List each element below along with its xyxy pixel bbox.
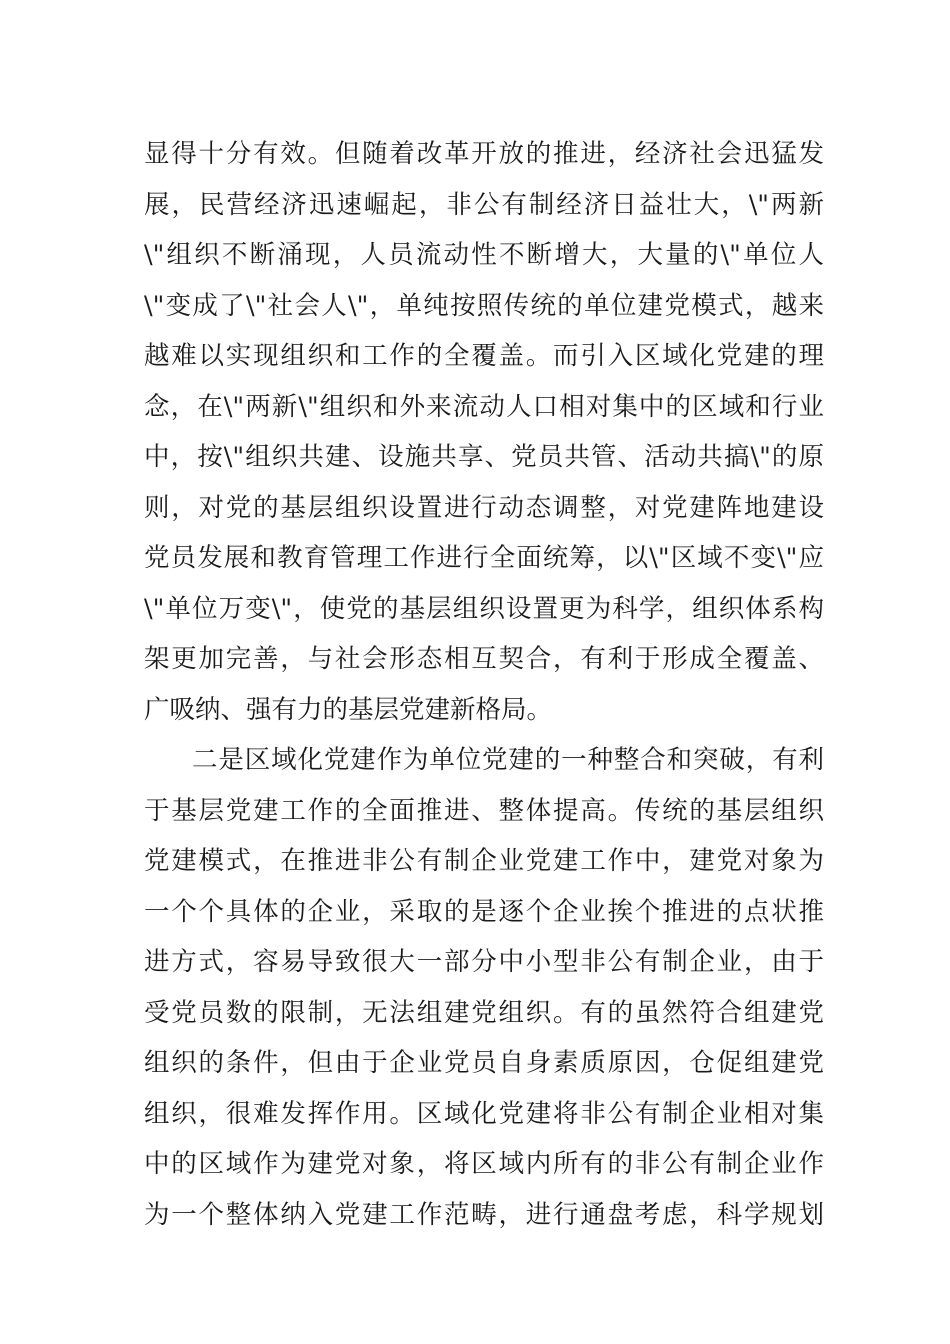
text-line: 中的区域作为建党对象，将区域内所有的非公有制企业作 (144, 1149, 824, 1179)
text-line: 中，按\"组织共建、设施共享、党员共管、活动共搞\"的原 (144, 442, 824, 472)
text-line: 于基层党建工作的全面推进、整体提高。传统的基层组织 (144, 796, 824, 826)
text-line: 架更加完善，与社会形态相互契合，有利于形成全覆盖、 (144, 644, 824, 674)
text-line: \"变成了\"社会人\"，单纯按照传统的单位建党模式，越来 (144, 291, 824, 321)
text-line: \"单位万变\"，使党的基层组织设置更为科学，组织体系构 (144, 594, 824, 624)
text-line: 则，对党的基层组织设置进行动态调整，对党建阵地建设 (144, 493, 824, 523)
text-line: 为一个整体纳入党建工作范畴，进行通盘考虑，科学规划 (144, 1200, 824, 1230)
text-line: 显得十分有效。但随着改革开放的推进，经济社会迅猛发 (144, 139, 824, 169)
text-line: 展，民营经济迅速崛起，非公有制经济日益壮大，\"两新 (144, 190, 824, 220)
text-line: 党建模式，在推进非公有制企业党建工作中，建党对象为 (144, 846, 824, 876)
text-line: \"组织不断涌现，人员流动性不断增大，大量的\"单位人 (144, 240, 824, 270)
text-line: 党员发展和教育管理工作进行全面统筹，以\"区域不变\"应 (144, 543, 824, 573)
text-line: 念，在\"两新\"组织和外来流动人口相对集中的区域和行业 (144, 392, 824, 422)
text-line: 一个个具体的企业，采取的是逐个企业挨个推进的点状推 (144, 897, 824, 927)
text-line: 二是区域化党建作为单位党建的一种整合和突破，有利 (192, 745, 824, 775)
text-line: 越难以实现组织和工作的全覆盖。而引入区域化党建的理 (144, 341, 824, 371)
text-line: 受党员数的限制，无法组建党组织。有的虽然符合组建党 (144, 998, 824, 1028)
text-line: 广吸纳、强有力的基层党建新格局。 (144, 695, 553, 725)
text-line: 组织的条件，但由于企业党员自身素质原因，仓促组建党 (144, 1048, 824, 1078)
text-line: 进方式，容易导致很大一部分中小型非公有制企业，由于 (144, 947, 824, 977)
text-line: 组织，很难发挥作用。区域化党建将非公有制企业相对集 (144, 1099, 824, 1129)
